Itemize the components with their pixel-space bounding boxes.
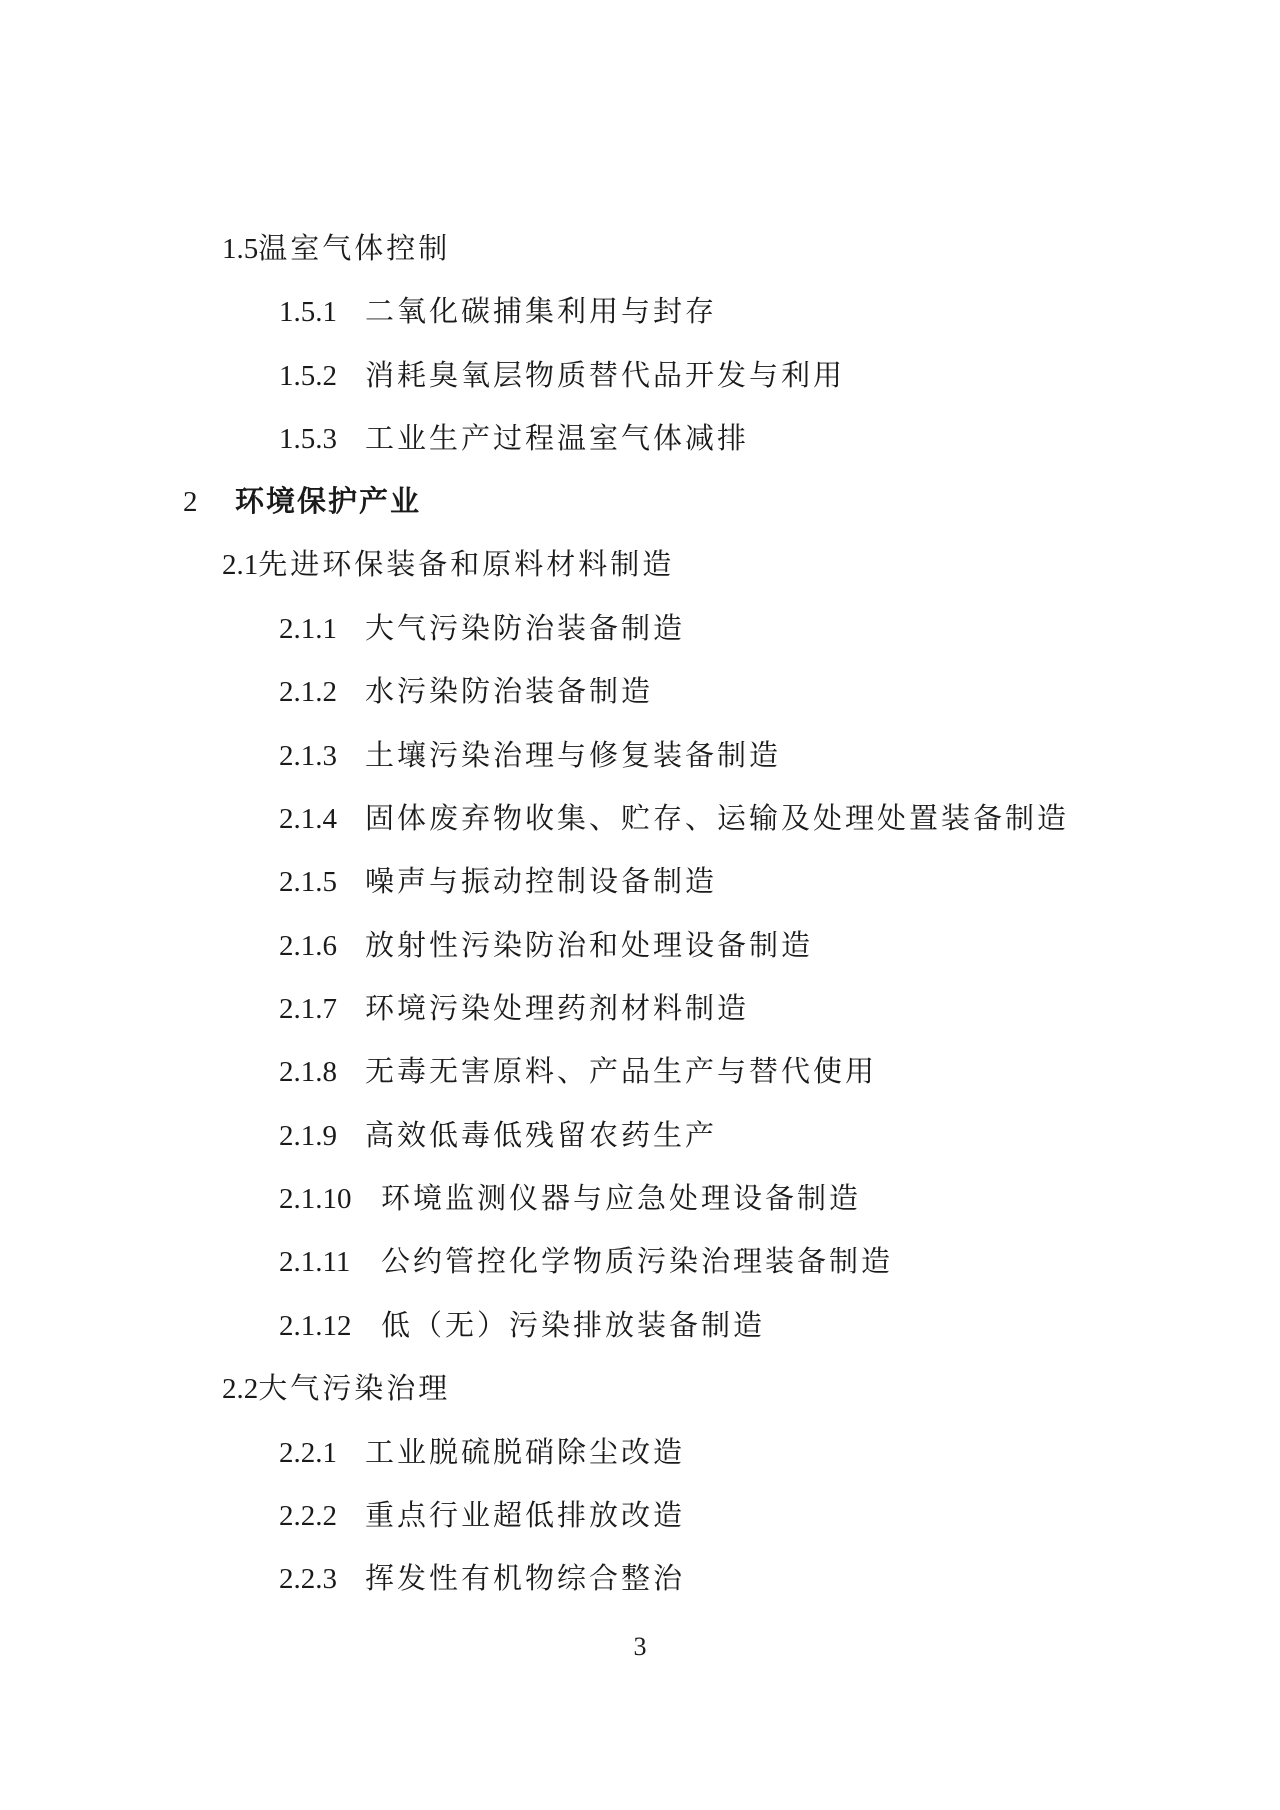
section-title: 固体废弃物收集、贮存、运输及处理处置装备制造: [365, 801, 1070, 835]
section-number: 2.1.7: [279, 993, 337, 1025]
section-number: 1.5.2: [279, 360, 337, 392]
subsection-2-1-3: [279, 738, 782, 772]
section-number: 2.1: [222, 549, 259, 581]
section-title: 温室气体控制: [258, 231, 451, 265]
section-title: 先进环保装备和原料材料制造: [258, 547, 675, 581]
section-title: 消耗臭氧层物质替代品开发与利用: [365, 358, 846, 392]
subsection-2-1-5: [279, 864, 718, 898]
section-number: 2.1.8: [279, 1056, 337, 1088]
subsection-2-1-12: [279, 1308, 766, 1342]
section-title: 挥发性有机物综合整治: [365, 1561, 686, 1595]
subsection-1-5-1: [279, 294, 718, 328]
section-number: 2.1.5: [279, 866, 337, 898]
section-number: 2.1.10: [279, 1183, 352, 1215]
subsection-2-1-1: [279, 611, 686, 645]
chapter-number: 2: [183, 486, 198, 518]
section-number: 1.5: [222, 233, 259, 265]
section-number: 2.2: [222, 1373, 259, 1405]
page-number: 3: [633, 1632, 647, 1661]
section-number: 2.1.1: [279, 613, 337, 645]
section-title: 工业生产过程温室气体减排: [365, 421, 750, 455]
subsection-2-2-3: [279, 1561, 686, 1595]
subsection-2-1-8: [279, 1054, 878, 1088]
section-title: 土壤污染治理与修复装备制造: [365, 738, 782, 772]
section-title: 环境监测仪器与应急处理设备制造: [381, 1181, 862, 1215]
subsection-2-2-2: [279, 1498, 686, 1532]
section-heading-2-1: [222, 547, 675, 581]
section-title: 无毒无害原料、产品生产与替代使用: [365, 1054, 878, 1088]
section-title: 大气污染治理: [258, 1371, 451, 1405]
subsection-2-1-2: [279, 674, 654, 708]
section-title: 重点行业超低排放改造: [365, 1498, 686, 1532]
section-title: 工业脱硫脱硝除尘改造: [365, 1435, 686, 1469]
subsection-2-1-4: [279, 801, 1070, 835]
section-title: 水污染防治装备制造: [365, 674, 654, 708]
section-number: 2.1.12: [279, 1310, 352, 1342]
section-title: 高效低毒低残留农药生产: [365, 1118, 718, 1152]
section-number: 2.2.3: [279, 1563, 337, 1595]
section-number: 2.1.9: [279, 1120, 337, 1152]
subsection-1-5-3: [279, 421, 750, 455]
section-number: 2.1.11: [279, 1246, 351, 1278]
section-title: 大气污染防治装备制造: [365, 611, 686, 645]
section-title: 放射性污染防治和处理设备制造: [365, 928, 814, 962]
subsection-2-1-6: [279, 928, 814, 962]
section-title: 二氧化碳捕集利用与封存: [365, 294, 718, 328]
section-heading-2-2: [222, 1371, 451, 1405]
subsection-2-1-9: [279, 1118, 718, 1152]
section-title: 环境污染处理药剂材料制造: [365, 991, 750, 1025]
section-heading-1-5: [222, 231, 451, 265]
section-number: 1.5.1: [279, 296, 337, 328]
section-number: 2.1.6: [279, 930, 337, 962]
subsection-2-1-10: [279, 1181, 862, 1215]
section-number: 2.2.2: [279, 1500, 337, 1532]
section-number: 2.1.2: [279, 676, 337, 708]
section-title: 低（无）污染排放装备制造: [381, 1308, 766, 1342]
section-title: 噪声与振动控制设备制造: [365, 864, 718, 898]
section-title: 公约管控化学物质污染治理装备制造: [381, 1244, 894, 1278]
chapter-title: 环境保护产业: [235, 484, 422, 518]
subsection-2-2-1: [279, 1435, 686, 1469]
section-number: 2.1.3: [279, 740, 337, 772]
subsection-2-1-7: [279, 991, 750, 1025]
subsection-2-1-11: [279, 1244, 894, 1278]
section-number: 1.5.3: [279, 423, 337, 455]
section-number: 2.1.4: [279, 803, 337, 835]
chapter-heading-2: [183, 484, 422, 518]
subsection-1-5-2: [279, 358, 846, 392]
section-number: 2.2.1: [279, 1437, 337, 1469]
